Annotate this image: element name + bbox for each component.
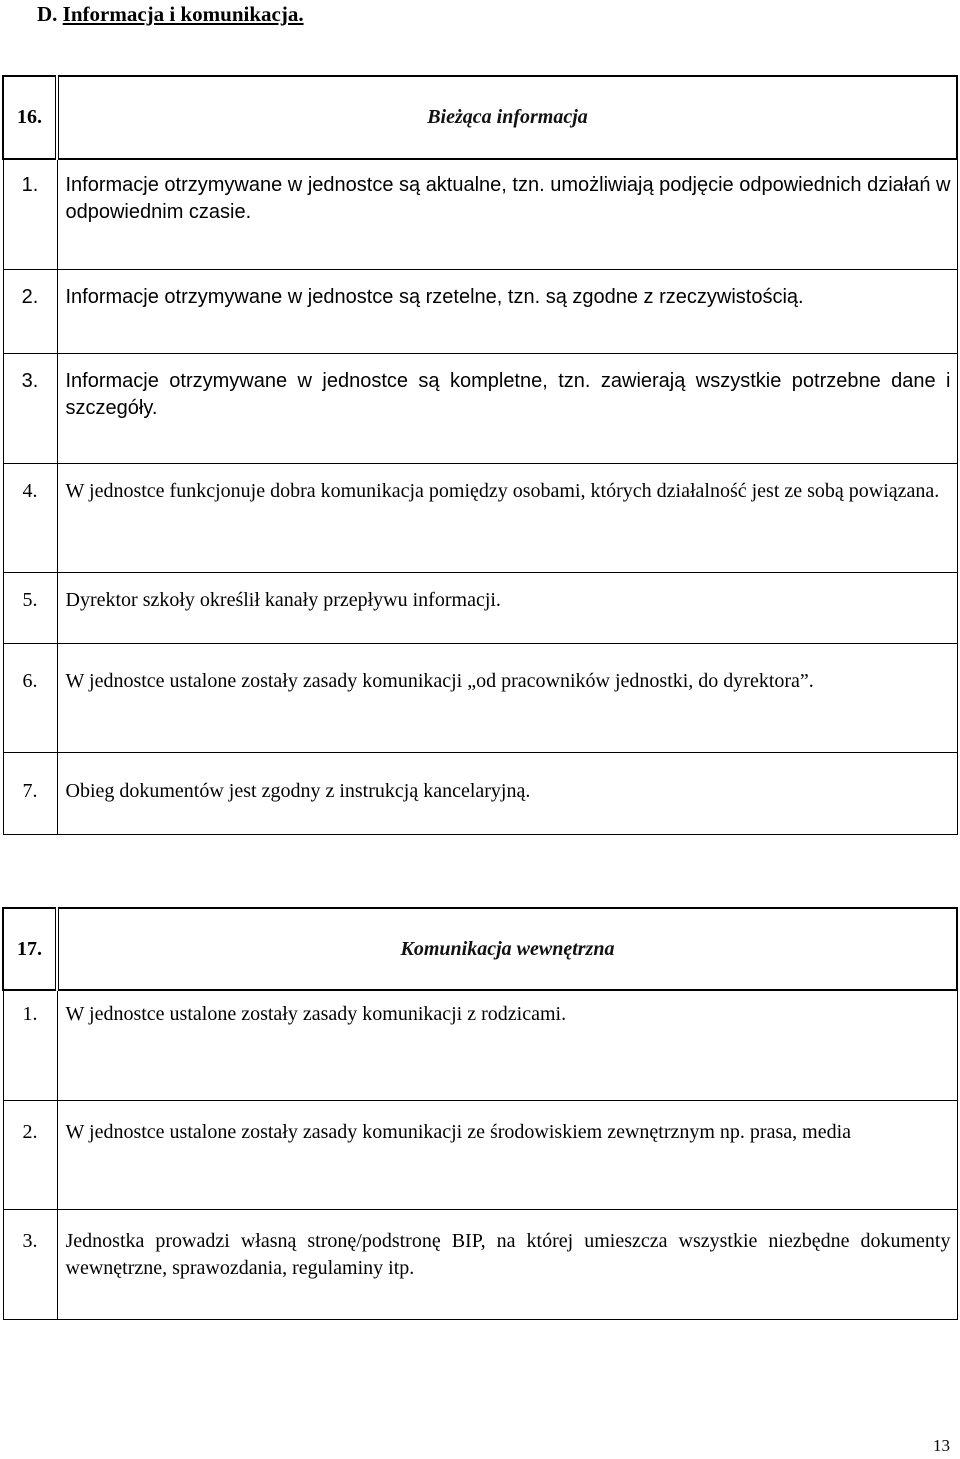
item-text: W jednostce ustalone zostały zasady komunikacji „od pracowników jednostki, do dyrektora”. [57,643,957,752]
item-text: Jednostka prowadzi własną stronę/podstronę BIP, na której umieszcza wszystkie niezbędne dokumenty wewnętrzne, sprawozdania, regulaminy itp. [57,1209,957,1319]
item-number: 2. [3,1100,57,1209]
section-number: 16. [3,76,57,159]
table-row [3,752,957,834]
item-text: Informacje otrzymywane w jednostce są kompletne, tzn. zawierają wszystkie potrzebne dane i szczegóły. [57,353,957,463]
section-title: Bieżąca informacja [57,76,957,159]
table-row [3,1209,957,1319]
item-number: 3. [3,1209,57,1319]
section-title: Komunikacja wewnętrzna [57,908,957,990]
item-text: W jednostce funkcjonuje dobra komunikacja pomiędzy osobami, których działalność jest ze sobą powiązana. [57,463,957,572]
page-number: 13 [933,1436,950,1455]
table-row [3,159,957,269]
item-number: 3. [3,353,57,463]
table-row [3,1100,957,1209]
item-number: 5. [3,572,57,643]
table-row [3,572,957,643]
item-number: 1. [3,159,57,269]
item-number: 1. [3,990,57,1100]
item-text: Dyrektor szkoły określił kanały przepływu informacji. [57,572,957,643]
table-row [3,990,957,1100]
item-number: 4. [3,463,57,572]
heading-prefix: D. [37,2,58,26]
item-number: 2. [3,269,57,353]
section-number: 17. [3,908,57,990]
table-row [3,643,957,752]
table-row [3,353,957,463]
item-text: Informacje otrzymywane w jednostce są rzetelne, tzn. są zgodne z rzeczywistością. [57,269,957,353]
table-header-row [3,908,957,990]
table-row [3,269,957,353]
item-text: Obieg dokumentów jest zgodny z instrukcją kancelaryjną. [57,752,957,834]
checklist-table-16 [2,75,958,835]
table-row [3,463,957,572]
item-text: W jednostce ustalone zostały zasady komunikacji ze środowiskiem zewnętrznym np. prasa, media [57,1100,957,1209]
checklist-table-17 [2,907,958,1320]
item-text: W jednostce ustalone zostały zasady komunikacji z rodzicami. [57,990,957,1100]
heading-title: Informacja i komunikacja. [62,2,304,26]
section-heading [37,2,304,27]
table-header-row [3,76,957,159]
item-number: 7. [3,752,57,834]
item-number: 6. [3,643,57,752]
item-text: Informacje otrzymywane w jednostce są aktualne, tzn. umożliwiają podjęcie odpowiednich działań w odpowiednim czasie. [57,159,957,269]
